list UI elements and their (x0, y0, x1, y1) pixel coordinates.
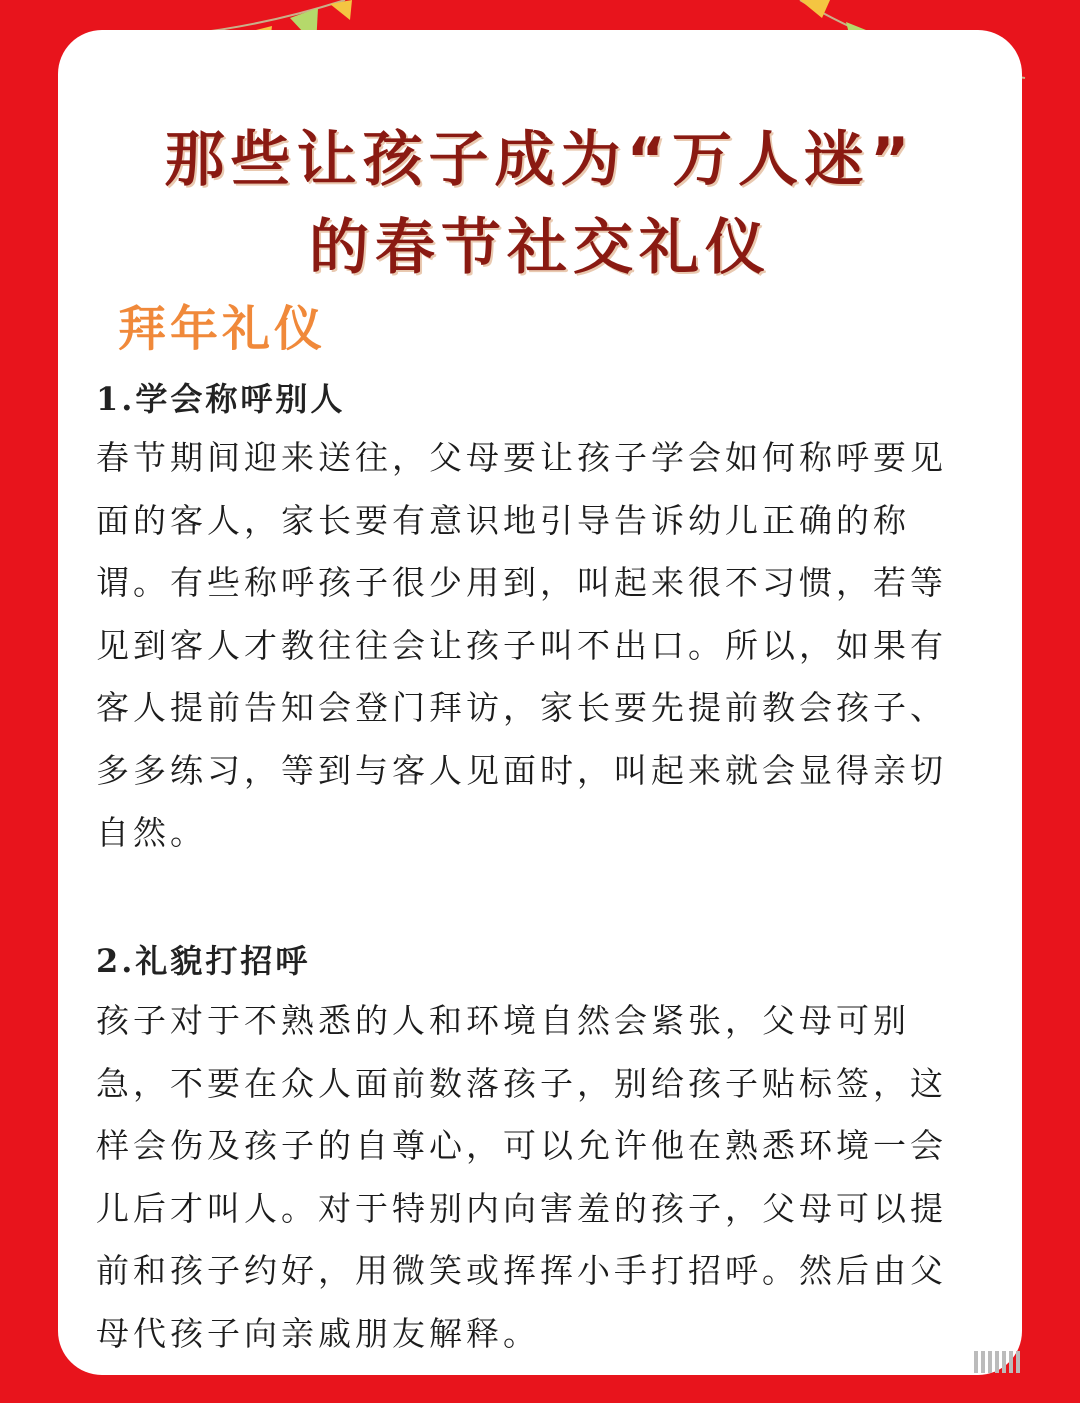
flag-yellow-icon (800, 0, 830, 18)
item-body-greeting-names: 春节期间迎来送往，父母要让孩子学会如何称呼要见面的客人，家长要有意识地引导告诉幼儿正确的称谓。有些称呼孩子很少用到，叫起来很不习惯，若等见到客人才教往往会让孩子叫不出口。所以，如果有客人提前告知会登门拜访，家长要先提前教会孩子、多多练习，等到与客人见面时，叫起来就会显得亲切自然。 (96, 438, 947, 852)
scroll-indicator-icon (974, 1349, 1054, 1375)
item-body-polite-greeting: 孩子对于不熟悉的人和环境自然会紧张，父母可别急，不要在众人面前数落孩子，别给孩子贴标签，这样会伤及孩子的自尊心，可以允许他在熟悉环境一会儿后才叫人。对于特别内向害羞的孩子，父母可以提前和孩子约好，用微笑或挥挥小手打招呼。然后由父母代孩子向亲戚朋友解释。 (96, 1001, 947, 1353)
page-title-line1: 那些让孩子成为“万人迷” (164, 125, 916, 195)
item-heading-polite-greeting: 2.礼貌打招呼 (96, 942, 311, 980)
page-title-line2: 的春节社交礼仪 (309, 213, 771, 283)
flag-yellow-icon (330, 0, 352, 20)
item-heading-greeting-names: 1.学会称呼别人 (96, 380, 346, 418)
section-heading: 拜年礼仪 (118, 301, 327, 357)
